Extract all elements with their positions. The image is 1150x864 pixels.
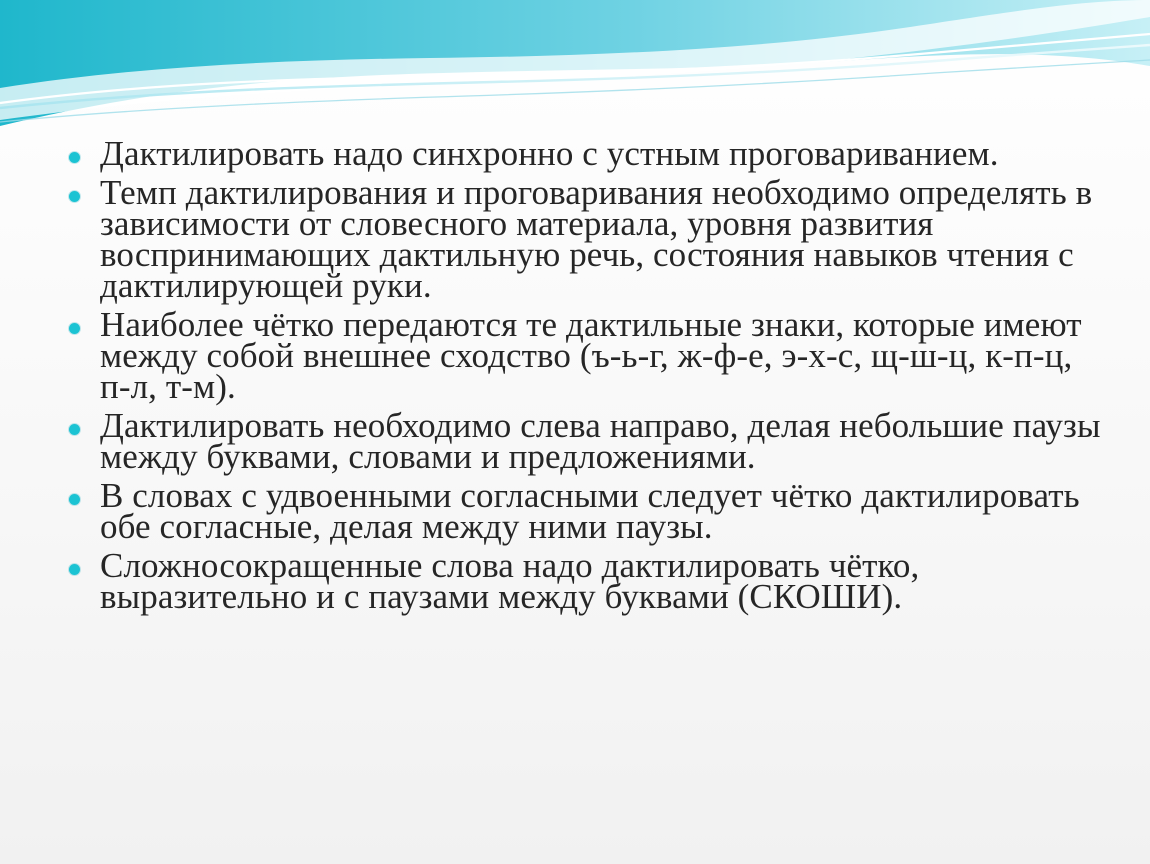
bullet-text-5: В словах с удвоенными согласными следует чётко дактилировать обе согласные, делая между ними паузы. <box>100 476 1080 546</box>
bullet-dot-icon <box>69 152 80 163</box>
bullet-item-3 <box>66 305 1106 406</box>
wave-decoration <box>0 0 1150 140</box>
bullet-dot-icon <box>69 191 80 202</box>
bullet-text-3: Наиболее чётко передаются те дактильные знаки, которые имеют между собой внешнее сходство (ъ-ь-г, ж-ф-е, э-х-с, щ-ш-ц, к-п-ц, п-л, т-м). <box>100 305 1082 406</box>
bullet-list <box>66 134 1106 616</box>
bullet-dot-icon <box>69 424 80 435</box>
bullet-item-1 <box>66 134 1106 173</box>
bullet-dot-icon <box>69 564 80 575</box>
bullet-text-4: Дактилировать необходимо слева направо, делая небольшие паузы между буквами, словами и предложениями. <box>100 406 1101 476</box>
bullet-item-4 <box>66 406 1106 476</box>
bullet-item-2 <box>66 173 1106 305</box>
bullet-dot-icon <box>69 494 80 505</box>
bullet-dot-icon <box>69 323 80 334</box>
bullet-item-6 <box>66 546 1106 616</box>
bullet-item-5 <box>66 476 1106 546</box>
bullet-text-1: Дактилировать надо синхронно с устным проговариванием. <box>100 134 999 173</box>
slide-content <box>66 134 1106 620</box>
bullet-text-6: Сложносокращенные слова надо дактилировать чётко, выразительно и с паузами между буквами (СКОШИ). <box>100 546 920 616</box>
bullet-text-2: Темп дактилирования и проговаривания необходимо определять в зависимости от словесного материала, уровня развития воспринимающих дактильную речь, состояния навыков чтения с дактилирующей руки. <box>100 173 1093 305</box>
